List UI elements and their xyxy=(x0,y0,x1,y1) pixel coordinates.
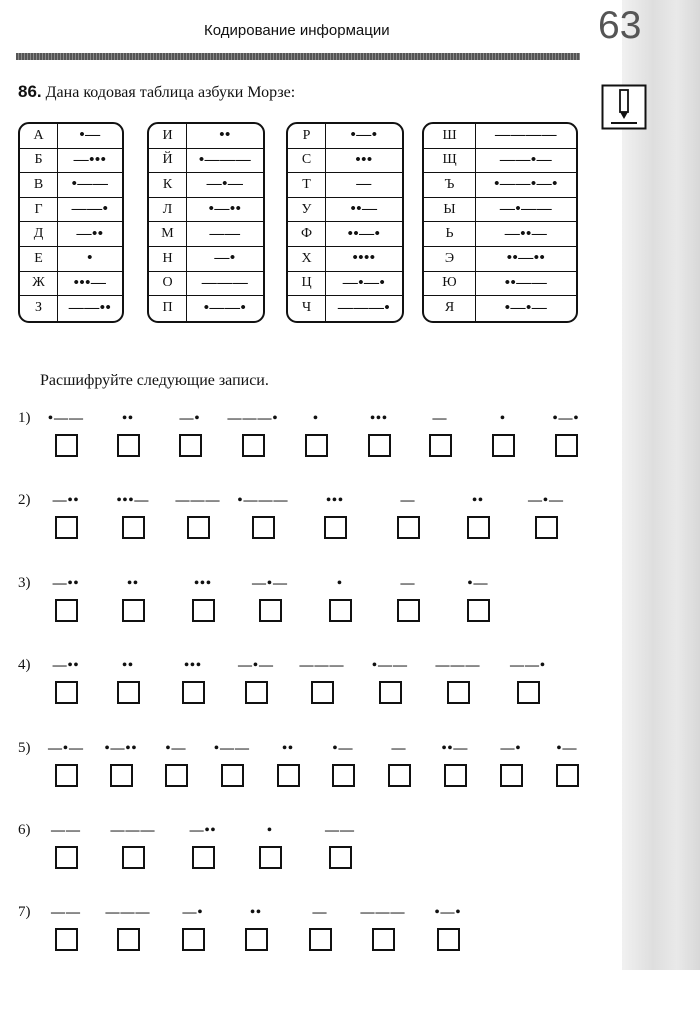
code-cell: ———• xyxy=(337,299,391,316)
answer-box[interactable] xyxy=(55,681,78,704)
table-row xyxy=(424,173,576,198)
morse-code-group: •— xyxy=(467,576,489,591)
table-row xyxy=(288,296,402,321)
answer-box[interactable] xyxy=(55,928,78,951)
morse-code-group: •• xyxy=(127,576,139,591)
answer-box[interactable] xyxy=(117,928,140,951)
morse-code-group: — xyxy=(312,905,328,920)
answer-box[interactable] xyxy=(368,434,391,457)
morse-code-group: —•• xyxy=(52,493,80,508)
answer-box[interactable] xyxy=(309,928,332,951)
morse-code-group: —— xyxy=(325,823,355,838)
letter-cell: Ц xyxy=(288,272,326,296)
morse-table-3 xyxy=(286,122,404,323)
letter-cell: А xyxy=(20,124,58,148)
header-rule xyxy=(16,53,580,60)
table-row xyxy=(149,124,263,149)
letter-cell: Щ xyxy=(424,149,476,173)
letter-cell: С xyxy=(288,149,326,173)
table-row xyxy=(149,149,263,174)
answer-box[interactable] xyxy=(122,846,145,869)
morse-code-group: •• xyxy=(122,658,134,673)
code-cell: ———— xyxy=(495,127,557,144)
table-row xyxy=(20,272,122,297)
code-cell: ••—• xyxy=(347,225,381,242)
exercise-label: 7) xyxy=(18,904,31,920)
answer-box[interactable] xyxy=(329,846,352,869)
letter-cell: Ю xyxy=(424,272,476,296)
answer-box[interactable] xyxy=(122,516,145,539)
answer-box[interactable] xyxy=(556,764,579,787)
table-row xyxy=(20,222,122,247)
letter-cell: Е xyxy=(20,247,58,271)
table-row xyxy=(149,247,263,272)
code-cell: • xyxy=(87,250,93,267)
answer-box[interactable] xyxy=(397,599,420,622)
answer-box[interactable] xyxy=(122,599,145,622)
morse-code-group: —•— xyxy=(238,658,274,673)
morse-code-group: • xyxy=(313,411,319,426)
answer-box[interactable] xyxy=(467,516,490,539)
morse-code-group: ••— xyxy=(441,741,469,756)
morse-code-group: •—— xyxy=(214,741,250,756)
answer-box[interactable] xyxy=(110,764,133,787)
morse-code-group: ——— xyxy=(360,905,406,920)
table-row xyxy=(288,124,402,149)
letter-cell: Ъ xyxy=(424,173,476,197)
answer-box[interactable] xyxy=(517,681,540,704)
code-cell: —•• xyxy=(76,225,104,242)
answer-box[interactable] xyxy=(55,599,78,622)
morse-code-group: —•• xyxy=(52,658,80,673)
morse-code-group: •••— xyxy=(116,493,150,508)
morse-code-group: •— xyxy=(556,741,578,756)
table-row xyxy=(424,296,576,321)
table-row xyxy=(424,198,576,223)
morse-code-group: —•• xyxy=(189,823,217,838)
exercise-label: 6) xyxy=(18,822,31,838)
code-cell: •• xyxy=(219,127,231,144)
answer-box[interactable] xyxy=(117,434,140,457)
answer-box[interactable] xyxy=(492,434,515,457)
table-row xyxy=(424,247,576,272)
table-row xyxy=(149,173,263,198)
task-text: Дана кодовая таблица азбуки Морзе: xyxy=(45,84,296,101)
morse-code-group: —— xyxy=(51,905,81,920)
letter-cell: Ы xyxy=(424,198,476,222)
letter-cell: Х xyxy=(288,247,326,271)
morse-code-group: •— xyxy=(165,741,187,756)
morse-code-group: •• xyxy=(250,905,262,920)
code-cell: ——•• xyxy=(68,299,112,316)
code-cell: —• xyxy=(214,250,236,267)
answer-box[interactable] xyxy=(55,764,78,787)
code-cell: —••• xyxy=(73,151,107,168)
answer-box[interactable] xyxy=(259,599,282,622)
answer-box[interactable] xyxy=(372,928,395,951)
letter-cell: Ж xyxy=(20,272,58,296)
code-cell: •——— xyxy=(198,151,252,168)
answer-box[interactable] xyxy=(444,764,467,787)
letter-cell: Р xyxy=(288,124,326,148)
letter-cell: Н xyxy=(149,247,187,271)
table-row xyxy=(149,222,263,247)
code-cell: —— xyxy=(209,225,241,242)
morse-code-group: • xyxy=(500,411,506,426)
table-row xyxy=(20,198,122,223)
answer-box[interactable] xyxy=(429,434,452,457)
code-cell: —••— xyxy=(504,225,548,242)
morse-code-group: •— xyxy=(332,741,354,756)
exercise-label: 1) xyxy=(18,410,31,426)
answer-box[interactable] xyxy=(447,681,470,704)
letter-cell: В xyxy=(20,173,58,197)
morse-code-group: •• xyxy=(122,411,134,426)
letter-cell: О xyxy=(149,272,187,296)
answer-box[interactable] xyxy=(252,516,275,539)
code-cell: •••— xyxy=(73,274,107,291)
morse-table-2 xyxy=(147,122,265,323)
table-row xyxy=(288,149,402,174)
exercise-label: 3) xyxy=(18,575,31,591)
running-header-title: Кодирование информации xyxy=(204,22,390,39)
table-row xyxy=(288,198,402,223)
code-cell: •—•• xyxy=(208,201,242,218)
letter-cell: И xyxy=(149,124,187,148)
answer-box[interactable] xyxy=(305,434,328,457)
answer-box[interactable] xyxy=(182,681,205,704)
letter-cell: Г xyxy=(20,198,58,222)
morse-code-group: —•• xyxy=(52,576,80,591)
code-cell: •—•— xyxy=(504,299,548,316)
answer-box[interactable] xyxy=(165,764,188,787)
answer-box[interactable] xyxy=(245,681,268,704)
code-cell: ——•— xyxy=(499,151,553,168)
letter-cell: Л xyxy=(149,198,187,222)
letter-cell: З xyxy=(20,296,58,321)
page-number: 63 xyxy=(598,4,642,47)
answer-box[interactable] xyxy=(329,599,352,622)
task-statement xyxy=(18,82,295,102)
table-row xyxy=(288,173,402,198)
answer-box[interactable] xyxy=(179,434,202,457)
morse-code-group: ——— xyxy=(105,905,151,920)
morse-code-group: —•— xyxy=(252,576,288,591)
task-number: 86. xyxy=(18,82,42,101)
code-cell: •—• xyxy=(350,127,378,144)
morse-code-group: ••• xyxy=(326,493,344,508)
morse-code-group: — xyxy=(391,741,407,756)
morse-code-group: —• xyxy=(500,741,522,756)
morse-code-group: —•— xyxy=(528,493,564,508)
morse-code-group: — xyxy=(400,493,416,508)
letter-cell: Б xyxy=(20,149,58,173)
pencil-icon xyxy=(601,84,647,130)
table-row xyxy=(149,272,263,297)
table-row xyxy=(424,149,576,174)
morse-code-group: ••• xyxy=(184,658,202,673)
page-edge-shading xyxy=(622,0,700,970)
answer-box[interactable] xyxy=(311,681,334,704)
morse-code-group: ••• xyxy=(194,576,212,591)
code-cell: •——•—• xyxy=(494,176,558,193)
morse-code-group: ——— xyxy=(299,658,345,673)
morse-code-group: ———• xyxy=(227,411,279,426)
answer-box[interactable] xyxy=(55,846,78,869)
table-row xyxy=(424,124,576,149)
answer-box[interactable] xyxy=(117,681,140,704)
table-row xyxy=(288,222,402,247)
morse-code-group: —• xyxy=(179,411,201,426)
table-row xyxy=(20,296,122,321)
morse-code-group: —— xyxy=(51,823,81,838)
letter-cell: П xyxy=(149,296,187,321)
answer-box[interactable] xyxy=(379,681,402,704)
letter-cell: Д xyxy=(20,222,58,246)
morse-code-group: •——— xyxy=(237,493,289,508)
morse-code-group: ——• xyxy=(510,658,546,673)
morse-code-group: •—• xyxy=(434,905,462,920)
code-cell: •••• xyxy=(352,250,376,267)
answer-box[interactable] xyxy=(259,846,282,869)
instruction-text: Расшифруйте следующие записи. xyxy=(40,372,269,389)
answer-box[interactable] xyxy=(55,516,78,539)
answer-box[interactable] xyxy=(55,434,78,457)
code-cell: —•— xyxy=(206,176,244,193)
code-cell: —•—— xyxy=(499,201,553,218)
morse-code-group: •—• xyxy=(552,411,580,426)
exercise-label: 2) xyxy=(18,492,31,508)
morse-table-4 xyxy=(422,122,578,323)
code-cell: ••— xyxy=(350,201,378,218)
morse-code-group: •—— xyxy=(48,411,84,426)
morse-code-group: —•— xyxy=(48,741,84,756)
table-row xyxy=(20,247,122,272)
morse-code-group: — xyxy=(432,411,448,426)
morse-code-group: •• xyxy=(472,493,484,508)
morse-code-group: •—•• xyxy=(104,741,138,756)
letter-cell: Э xyxy=(424,247,476,271)
morse-code-group: • xyxy=(337,576,343,591)
morse-code-group: ••• xyxy=(370,411,388,426)
exercise-label: 5) xyxy=(18,740,31,756)
morse-code-group: • xyxy=(267,823,273,838)
table-row xyxy=(20,173,122,198)
letter-cell: Й xyxy=(149,149,187,173)
morse-code-group: — xyxy=(400,576,416,591)
code-cell: ——— xyxy=(201,274,249,291)
answer-box[interactable] xyxy=(388,764,411,787)
letter-cell: М xyxy=(149,222,187,246)
answer-box[interactable] xyxy=(397,516,420,539)
answer-box[interactable] xyxy=(192,846,215,869)
morse-code-group: •—— xyxy=(372,658,408,673)
code-cell: •——• xyxy=(203,299,247,316)
table-row xyxy=(288,272,402,297)
answer-box[interactable] xyxy=(221,764,244,787)
code-cell: •— xyxy=(79,127,101,144)
answer-box[interactable] xyxy=(192,599,215,622)
morse-code-group: ——— xyxy=(110,823,156,838)
answer-box[interactable] xyxy=(467,599,490,622)
answer-box[interactable] xyxy=(242,434,265,457)
letter-cell: Ь xyxy=(424,222,476,246)
table-row xyxy=(20,149,122,174)
morse-code-group: ——— xyxy=(435,658,481,673)
code-cell: •—— xyxy=(71,176,109,193)
code-cell: —•—• xyxy=(342,274,386,291)
answer-box[interactable] xyxy=(187,516,210,539)
exercise-label: 4) xyxy=(18,657,31,673)
code-cell: ••—•• xyxy=(506,250,546,267)
table-row xyxy=(288,247,402,272)
answer-box[interactable] xyxy=(555,434,578,457)
letter-cell: Ш xyxy=(424,124,476,148)
code-cell: ••• xyxy=(355,151,373,168)
morse-code-group: —• xyxy=(182,905,204,920)
morse-code-group: •• xyxy=(282,741,294,756)
table-row xyxy=(149,296,263,321)
answer-box[interactable] xyxy=(324,516,347,539)
letter-cell: К xyxy=(149,173,187,197)
answer-box[interactable] xyxy=(277,764,300,787)
table-row xyxy=(424,272,576,297)
answer-box[interactable] xyxy=(332,764,355,787)
morse-table-1 xyxy=(18,122,124,323)
code-cell: ••—— xyxy=(504,274,548,291)
letter-cell: Ф xyxy=(288,222,326,246)
code-cell: ——• xyxy=(71,201,109,218)
answer-box[interactable] xyxy=(182,928,205,951)
code-cell: — xyxy=(356,176,372,193)
morse-code-group: ——— xyxy=(175,493,221,508)
answer-box[interactable] xyxy=(437,928,460,951)
letter-cell: Я xyxy=(424,296,476,321)
table-row xyxy=(424,222,576,247)
answer-box[interactable] xyxy=(500,764,523,787)
letter-cell: Т xyxy=(288,173,326,197)
table-row xyxy=(149,198,263,223)
answer-box[interactable] xyxy=(245,928,268,951)
table-row xyxy=(20,124,122,149)
letter-cell: Ч xyxy=(288,296,326,321)
answer-box[interactable] xyxy=(535,516,558,539)
letter-cell: У xyxy=(288,198,326,222)
